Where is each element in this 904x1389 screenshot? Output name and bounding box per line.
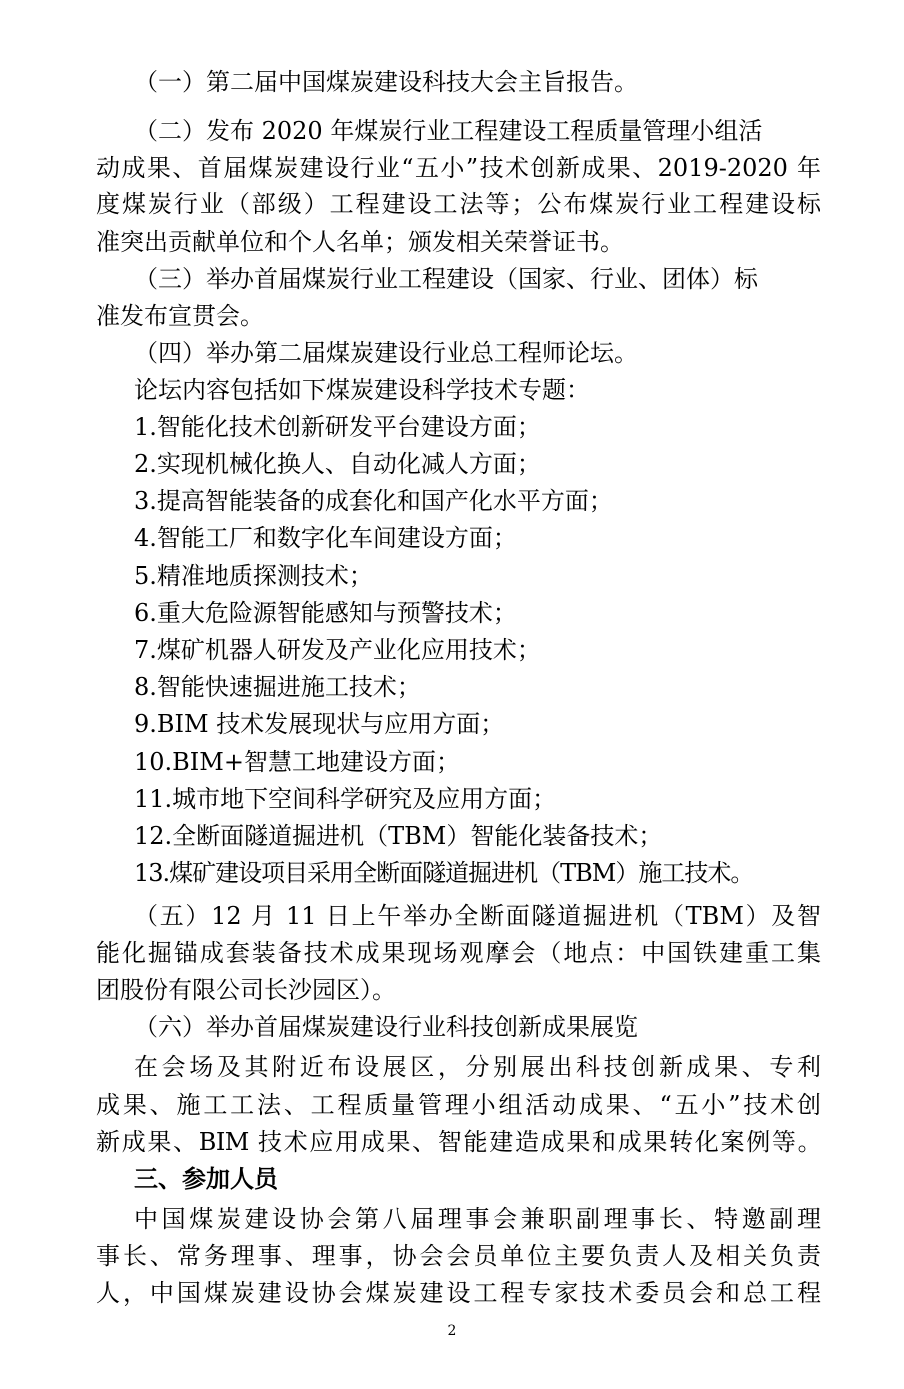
topic-item: 3.提高智能装备的成套化和国产化水平方面；: [134, 487, 613, 515]
item-2-text-cont: 度煤炭行业（部级）工程建设工法等；公布煤炭行业工程建设标: [96, 190, 821, 218]
item-2-text: （二）发布 2020 年煤炭行业工程建设工程质量管理小组活: [134, 117, 763, 145]
section-heading: 三、参加人员: [134, 1164, 278, 1193]
item-3-text-cont: 准发布宣贯会。: [96, 302, 264, 330]
topic-item: 2.实现机械化换人、自动化减人方面；: [134, 450, 541, 478]
topic-item: 5.精准地质探测技术；: [134, 562, 373, 590]
item-2-text-cont: 动成果、首届煤炭建设行业“五小”技术创新成果、2019-2020 年: [96, 154, 821, 182]
exhibition-text-cont: 新成果、BIM 技术应用成果、智能建造成果和成果转化案例等。: [96, 1128, 821, 1156]
topic-item: 6.重大危险源智能感知与预警技术；: [134, 599, 517, 627]
participants-text-cont: 事长、常务理事、理事，协会会员单位主要负责人及相关负责: [96, 1242, 821, 1270]
item-5-text-cont: 团股份有限公司长沙园区）。: [96, 976, 396, 1004]
topic-item: 12.全断面隧道掘进机（TBM）智能化装备技术；: [134, 822, 663, 850]
topic-item: 4.智能工厂和数字化车间建设方面；: [134, 524, 517, 552]
item-5-text-cont: 能化掘锚成套装备技术成果现场观摩会（地点：中国铁建重工集: [96, 939, 821, 967]
topic-item: 11.城市地下空间科学研究及应用方面；: [134, 785, 557, 813]
participants-text: 中国煤炭建设协会第八届理事会兼职副理事长、特邀副理: [134, 1205, 821, 1233]
topic-item: 1.智能化技术创新研发平台建设方面；: [134, 413, 541, 441]
item-4-text: （四）举办第二届煤炭建设行业总工程师论坛。: [134, 339, 638, 367]
forum-intro: 论坛内容包括如下煤炭建设科学技术专题：: [134, 376, 590, 404]
topic-item: 9.BIM 技术发展现状与应用方面；: [134, 710, 505, 738]
item-1-text: （一）第二届中国煤炭建设科技大会主旨报告。: [134, 68, 638, 96]
item-6-text: （六）举办首届煤炭建设行业科技创新成果展览: [134, 1013, 638, 1041]
page-number: 2: [447, 1323, 457, 1339]
item-5-text: （五）12 月 11 日上午举办全断面隧道掘进机（TBM）及智: [134, 902, 821, 930]
topic-item: 10.BIM+智慧工地建设方面；: [134, 748, 460, 776]
topic-item: 7.煤矿机器人研发及产业化应用技术；: [134, 636, 541, 664]
participants-text-cont: 人，中国煤炭建设协会煤炭建设工程专家技术委员会和总工程: [96, 1279, 821, 1307]
topic-item: 13.煤矿建设项目采用全断面隧道掘进机（TBM）施工技术。: [134, 859, 754, 887]
exhibition-text-cont: 成果、施工工法、工程质量管理小组活动成果、“五小”技术创: [96, 1091, 821, 1119]
item-3-text: （三）举办首届煤炭行业工程建设（国家、行业、团体）标: [134, 265, 758, 293]
item-2-text-cont: 准突出贡献单位和个人名单；颁发相关荣誉证书。: [96, 228, 624, 256]
exhibition-text: 在会场及其附近布设展区，分别展出科技创新成果、专利: [134, 1053, 821, 1081]
topic-item: 8.智能快速掘进施工技术；: [134, 673, 421, 701]
